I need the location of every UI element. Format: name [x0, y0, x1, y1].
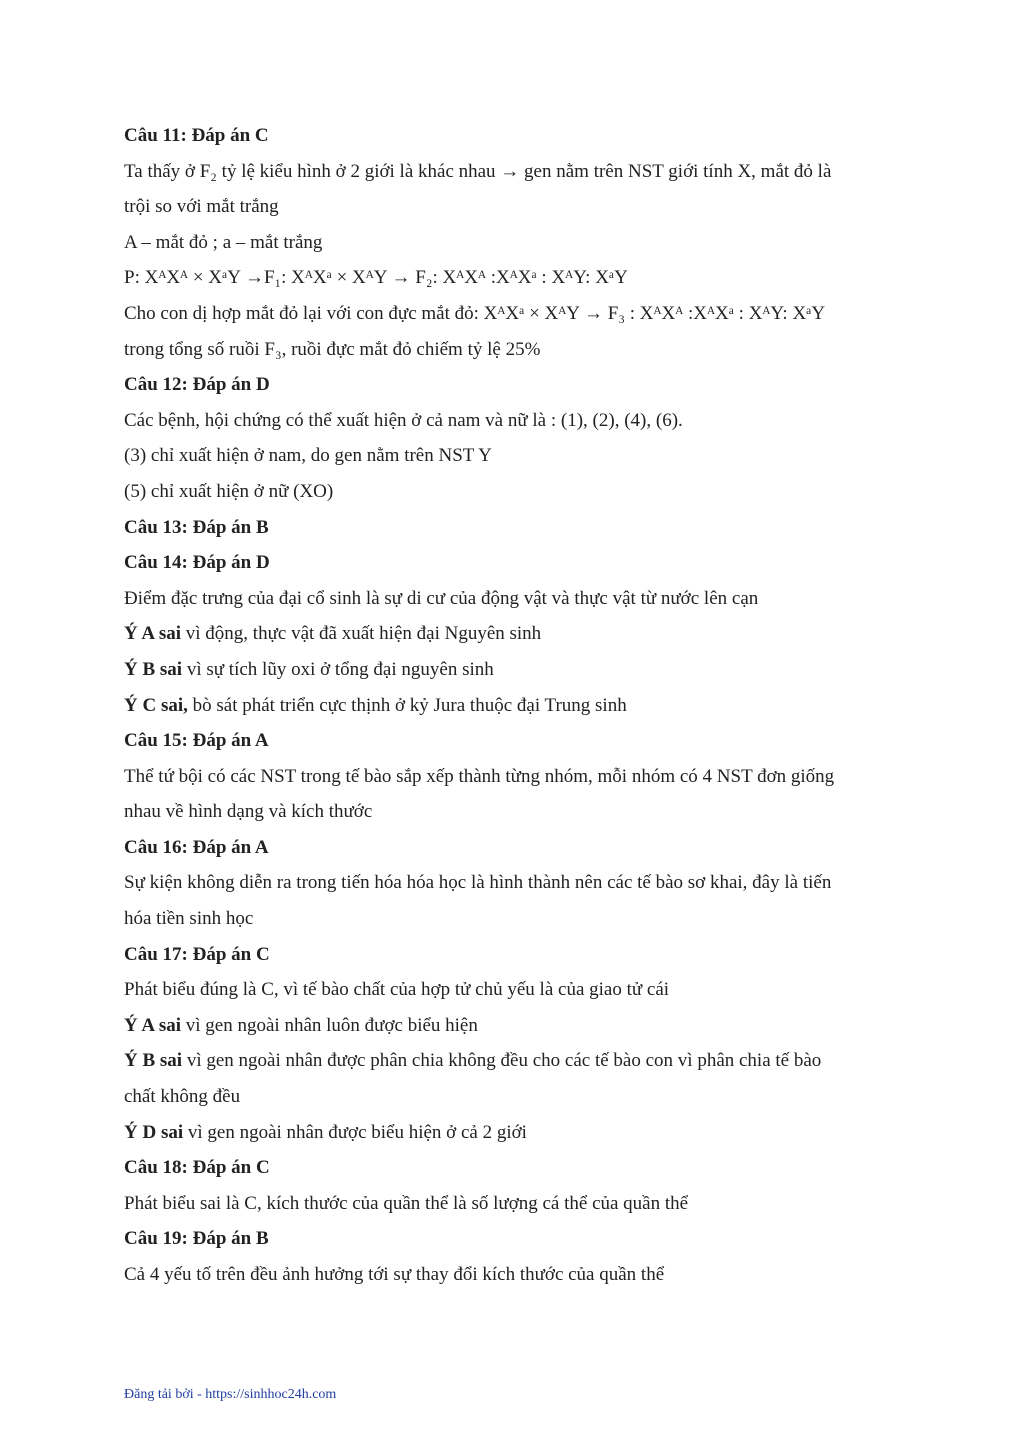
option-text: vì gen ngoài nhân luôn được biểu hiện [181, 1014, 478, 1036]
option-line [124, 688, 904, 724]
answer-line: hóa tiền sinh học [124, 908, 254, 930]
answer-line: trội so với mắt trắng [124, 196, 279, 218]
genotype-cross-line: Cho con dị hợp mắt đỏ lại với con đực mắt đỏ: XᴬXᵃ × XᴬY → F₃ : XᴬXᴬ :XᴬXᵃ : XᴬY: XᵃY [124, 302, 826, 324]
option-label: Ý C sai, [124, 694, 188, 716]
option-line [124, 1043, 904, 1079]
answer-line: Phát biểu đúng là C, vì tế bào chất của hợp tử chủ yếu là của giao tử cái [124, 979, 670, 1001]
option-text: vì sự tích lũy oxi ở tổng đại nguyên sinh [182, 658, 494, 680]
option-line [124, 616, 904, 652]
option-line [124, 1079, 904, 1115]
question-heading: Câu 19: Đáp án B [124, 1228, 269, 1250]
answer-line: Ta thấy ở F₂ tỷ lệ kiểu hình ở 2 giới là khác nhau → gen nằm trên NST giới tính X, mắt đỏ là [124, 160, 832, 182]
question-heading: Câu 11: Đáp án C [124, 125, 269, 146]
document-body [124, 118, 904, 1293]
footer-source-link[interactable]: Đăng tải bởi - https://sinhhoc24h.com [124, 1387, 337, 1402]
option-label: Ý B sai [124, 658, 183, 680]
answer-line: Điểm đặc trưng của đại cổ sinh là sự di cư của động vật và thực vật từ nước lên cạn [124, 587, 759, 609]
question-heading: Câu 14: Đáp án D [124, 552, 270, 574]
option-label: Ý A sai [124, 623, 182, 645]
option-label: Ý D sai [124, 1121, 184, 1143]
answer-line: Cả 4 yếu tố trên đều ảnh hưởng tới sự thay đổi kích thước của quần thể [124, 1264, 665, 1285]
option-text: bò sát phát triển cực thịnh ở kỷ Jura thuộc đại Trung sinh [187, 694, 627, 716]
option-line [124, 652, 904, 688]
question-heading: Câu 12: Đáp án D [124, 374, 270, 396]
option-text: vì gen ngoài nhân được biểu hiện ở cả 2 giới [183, 1121, 527, 1143]
answer-line: A – mắt đỏ ; a – mắt trắng [124, 231, 323, 253]
answer-line: Sự kiện không diễn ra trong tiến hóa hóa học là hình thành nên các tế bào sơ khai, đây là tiến [124, 872, 832, 894]
option-text: chất không đều [124, 1086, 241, 1108]
option-line [124, 1008, 904, 1044]
answer-line: (5) chỉ xuất hiện ở nữ (XO) [124, 480, 334, 502]
question-heading: Câu 15: Đáp án A [124, 730, 269, 752]
question-heading: Câu 16: Đáp án A [124, 836, 269, 858]
question-heading: Câu 17: Đáp án C [124, 943, 270, 965]
option-label: Ý A sai [124, 1014, 182, 1036]
question-heading: Câu 18: Đáp án C [124, 1157, 270, 1179]
answer-line: nhau về hình dạng và kích thước [124, 801, 373, 823]
answer-line: Các bệnh, hội chứng có thể xuất hiện ở cả nam và nữ là : (1), (2), (4), (6). [124, 409, 683, 431]
option-line [124, 1115, 904, 1151]
genotype-cross-line: P: XᴬXᴬ × XᵃY →F₁: XᴬXᵃ × XᴬY → F₂: XᴬXᴬ :XᴬXᵃ : XᴬY: XᵃY [124, 267, 628, 289]
option-text: vì động, thực vật đã xuất hiện đại Nguyên sinh [181, 623, 542, 645]
answer-line: Thể tứ bội có các NST trong tế bào sắp xếp thành từng nhóm, mỗi nhóm có 4 NST đơn giống [124, 765, 835, 787]
option-text: vì gen ngoài nhân được phân chia không đều cho các tế bào con vì phân chia tế bào [182, 1050, 822, 1072]
answer-line: (3) chỉ xuất hiện ở nam, do gen nằm trên NST Y [124, 445, 492, 467]
option-label: Ý B sai [124, 1050, 183, 1072]
answer-line: trong tổng số ruồi F₃, ruồi đực mắt đỏ chiếm tỷ lệ 25% [124, 338, 541, 360]
question-heading: Câu 13: Đáp án B [124, 516, 269, 538]
answer-line: Phát biểu sai là C, kích thước của quần thể là số lượng cá thể của quần thể [124, 1192, 689, 1214]
